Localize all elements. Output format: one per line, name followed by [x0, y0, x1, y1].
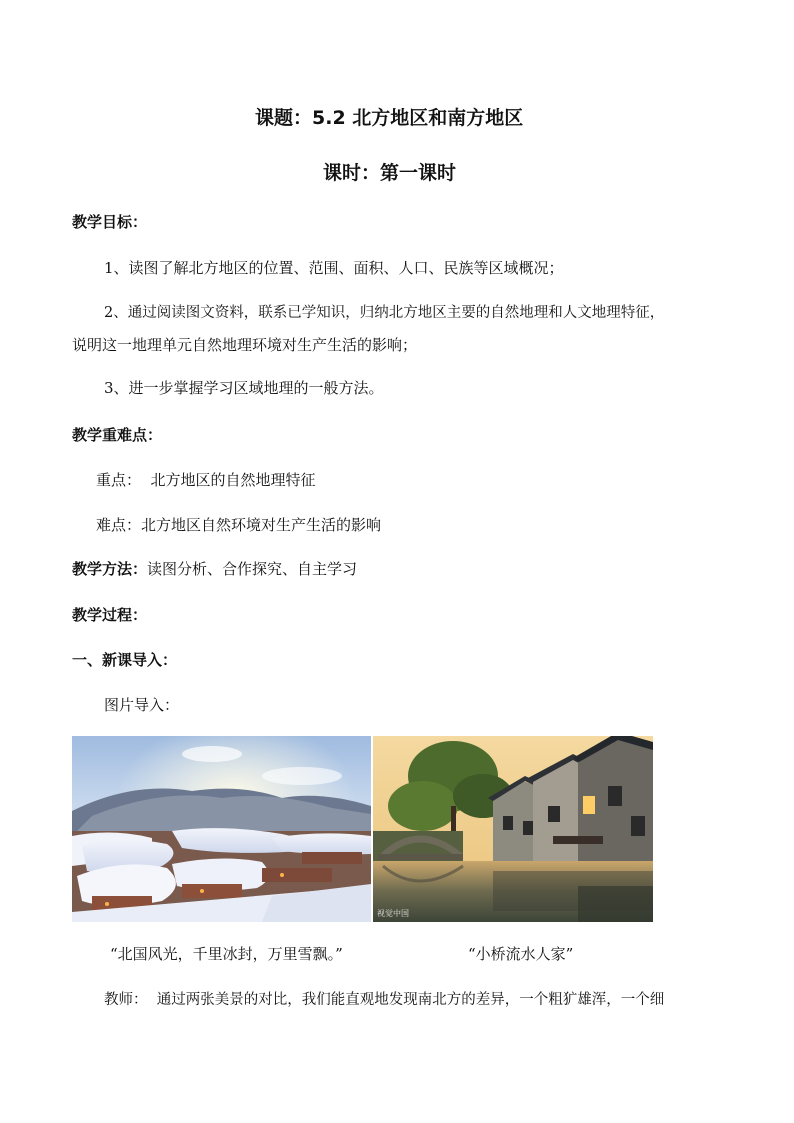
picture-intro: 图片导入： [104, 696, 180, 714]
lesson-period: 课时：第一课时 [323, 162, 457, 184]
objective-3: 3、进一步掌握学习区域地理的一般方法。 [104, 379, 384, 397]
teacher-line: 教师： 通过两张美景的对比，我们能直观地发现南北方的差异，一个粗犷雄浑，一个细 [104, 992, 665, 1008]
section-intro-heading: 一、新课导入： [72, 651, 178, 669]
north-snow-village-photo [72, 736, 371, 922]
key-point: 重点： 北方地区的自然地理特征 [96, 471, 316, 489]
methods-text: 读图分析、合作探究、自主学习 [147, 560, 358, 578]
north-caption: “北国风光，千里冰封，万里雪飘。” [110, 945, 343, 963]
lesson-title: 课题：5.2 北方地区和南方地区 [255, 107, 524, 129]
process-heading: 教学过程： [72, 606, 148, 624]
objective-1: 1、读图了解北方地区的位置、范围、面积、人口、民族等区域概况； [104, 259, 564, 277]
south-caption: “小桥流水人家” [468, 945, 574, 963]
south-water-town-photo [373, 736, 653, 922]
objective-2-line-2: 说明这一地理单元自然地理环境对生产生活的影响； [72, 336, 418, 354]
objectives-heading: 教学目标： [72, 213, 148, 231]
objective-2-line-1: 2、通过阅读图文资料，联系已学知识，归纳北方地区主要的自然地理和人文地理特征， [104, 305, 665, 321]
difficult-point: 难点：北方地区自然环境对生产生活的影响 [96, 516, 382, 534]
methods-line [72, 559, 357, 579]
keypoints-heading: 教学重难点： [72, 426, 163, 444]
photo-watermark: 视觉中国 [377, 909, 409, 918]
methods-heading: 教学方法： [72, 560, 148, 578]
